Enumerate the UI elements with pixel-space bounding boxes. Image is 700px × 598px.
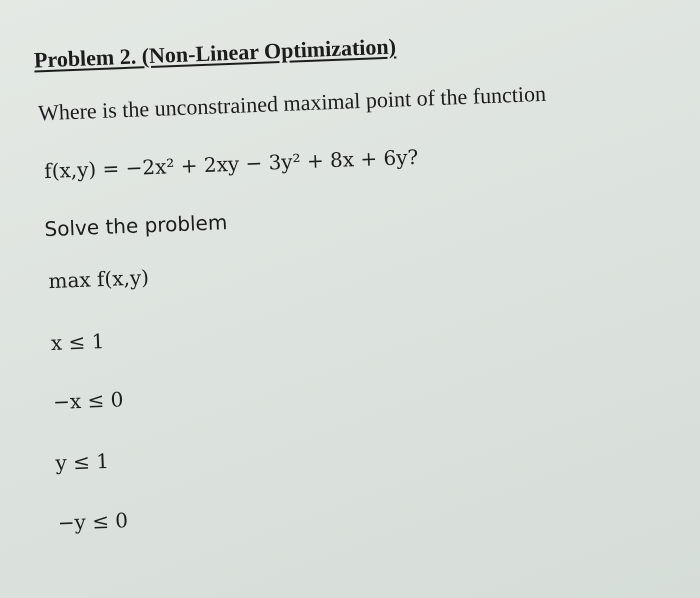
problem-title: Problem 2. (Non-Linear Optimization) <box>33 33 397 73</box>
constraint-x-upper: x ≤ 1 <box>50 328 105 356</box>
solve-instruction: Solve the problem <box>44 210 228 242</box>
function-definition: f(x,y) = −2x² + 2xy − 3y² + 8x + 6y? <box>43 144 419 184</box>
constraint-y-upper: y ≤ 1 <box>55 448 110 475</box>
problem-question: Where is the unconstrained maximal point of the function <box>37 80 547 126</box>
constraint-y-lower: −y ≤ 0 <box>57 508 129 535</box>
objective-function: max f(x,y) <box>48 265 150 294</box>
constraint-x-lower: −x ≤ 0 <box>52 387 124 414</box>
